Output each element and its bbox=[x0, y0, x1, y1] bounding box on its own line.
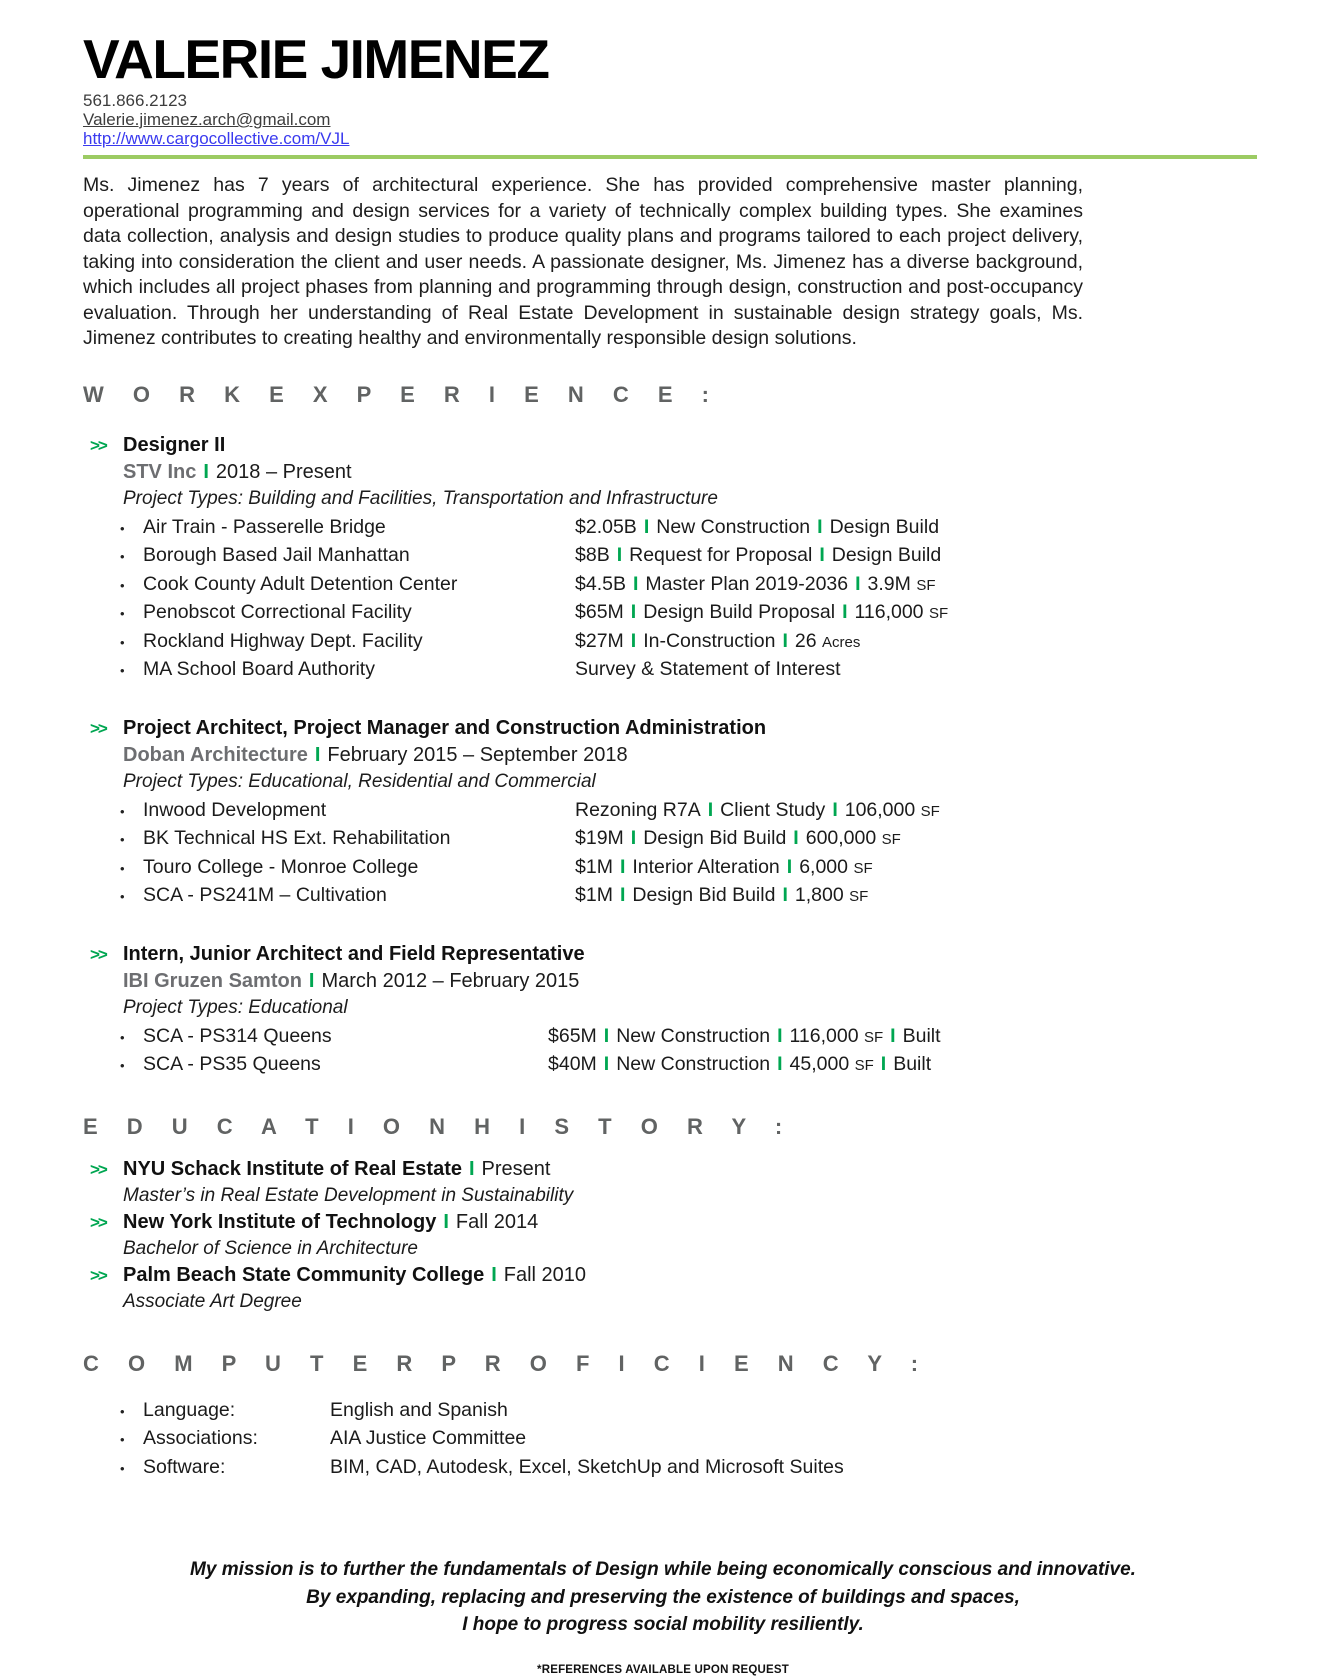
separator: I bbox=[630, 629, 637, 652]
education-header bbox=[83, 1209, 1257, 1236]
work-experience-list bbox=[83, 432, 1257, 1080]
divider-rule bbox=[83, 155, 1257, 159]
separator: I bbox=[855, 572, 861, 595]
mission-line: My mission is to further the fundamentals of Design while being economically conscious and innovative. bbox=[190, 1559, 1136, 1580]
project-row bbox=[113, 599, 1257, 628]
detail-text: 26 bbox=[794, 629, 817, 652]
bullet-icon: • bbox=[120, 577, 125, 593]
job-header bbox=[83, 941, 1257, 968]
company-name: IBI Gruzen Samton bbox=[123, 969, 302, 992]
project-details bbox=[575, 825, 901, 854]
bullet-icon: • bbox=[120, 1403, 125, 1419]
project-types: Project Types: Building and Facilities, Transportation and Infrastructure bbox=[123, 487, 718, 509]
detail-text: Design Build bbox=[831, 544, 942, 566]
bullet-icon: • bbox=[120, 606, 125, 621]
separator: I bbox=[603, 1053, 610, 1075]
detail-text: Interior Alteration bbox=[632, 855, 780, 878]
separator: I bbox=[630, 601, 637, 623]
chevron-icon: >> bbox=[90, 718, 106, 738]
separator: I bbox=[842, 601, 848, 623]
section-title-computer-proficiency: C O M P U T E R P R O F I C I E N C Y : bbox=[83, 1350, 925, 1376]
candidate-name: VALERIE JIMENEZ bbox=[83, 28, 549, 90]
unit-label: SF bbox=[881, 831, 901, 848]
detail-text: In-Construction bbox=[643, 629, 776, 652]
school-name: NYU Schack Institute of Real Estate bbox=[123, 1157, 462, 1180]
bullet-icon: • bbox=[120, 634, 125, 650]
detail-text: Master Plan 2019-2036 bbox=[645, 572, 849, 595]
education-entry bbox=[83, 1209, 1257, 1262]
bullet-icon: • bbox=[120, 1029, 125, 1045]
project-row bbox=[113, 1023, 1257, 1052]
job-entry bbox=[83, 715, 1257, 911]
section-title-work-experience: W O R K E X P E R I E N C E : bbox=[83, 381, 716, 407]
contact-block bbox=[83, 91, 1257, 148]
separator: I bbox=[643, 515, 650, 538]
project-row bbox=[113, 656, 1257, 685]
project-row bbox=[113, 854, 1257, 883]
separator: I bbox=[619, 855, 626, 878]
project-name: SCA - PS35 Queens bbox=[143, 1053, 321, 1075]
unit-label: SF bbox=[928, 605, 949, 622]
detail-text: Survey & Statement of Interest bbox=[575, 658, 841, 680]
project-name: SCA - PS314 Queens bbox=[143, 1024, 332, 1047]
detail-text: 106,000 bbox=[844, 798, 916, 821]
detail-text: $19M bbox=[575, 827, 624, 849]
detail-text: Client Study bbox=[720, 798, 826, 821]
separator: I bbox=[468, 1157, 475, 1180]
separator: I bbox=[616, 544, 623, 566]
chevron-icon: >> bbox=[90, 1212, 106, 1232]
unit-label: SF bbox=[864, 1028, 884, 1046]
section-title-education-history: E D U C A T I O N H I S T O R Y : bbox=[83, 1113, 789, 1139]
job-title: Intern, Junior Architect and Field Representative bbox=[123, 942, 585, 965]
detail-text: 45,000 bbox=[789, 1053, 850, 1075]
project-details bbox=[548, 1023, 941, 1052]
detail-text: Built bbox=[902, 1024, 941, 1047]
proficiency-label: Language: bbox=[143, 1398, 236, 1421]
separator: I bbox=[491, 1263, 497, 1286]
separator: I bbox=[308, 969, 315, 992]
detail-text: $40M bbox=[548, 1053, 597, 1075]
project-name: Borough Based Jail Manhattan bbox=[143, 544, 410, 566]
detail-text: Design Build bbox=[829, 515, 940, 538]
separator: I bbox=[819, 544, 825, 566]
education-date: Fall 2010 bbox=[503, 1263, 587, 1286]
project-rows bbox=[83, 797, 1257, 911]
separator: I bbox=[786, 855, 793, 878]
job-header bbox=[83, 715, 1257, 742]
job-subheader bbox=[123, 459, 1257, 486]
degree-name: Bachelor of Science in Architecture bbox=[123, 1237, 419, 1259]
detail-text: New Construction bbox=[616, 1024, 771, 1047]
detail-text: 3.9M bbox=[867, 572, 911, 595]
proficiency-label: Software: bbox=[143, 1455, 226, 1478]
job-entry bbox=[83, 941, 1257, 1080]
phone-number: 561.866.2123 bbox=[83, 91, 187, 110]
chevron-icon: >> bbox=[90, 1265, 106, 1285]
separator: I bbox=[632, 572, 639, 595]
detail-text: $4.5B bbox=[575, 572, 626, 595]
unit-label: SF bbox=[916, 576, 936, 594]
degree-name: Master’s in Real Estate Development in Sustainability bbox=[123, 1184, 574, 1206]
separator: I bbox=[603, 1024, 610, 1047]
detail-text: Design Bid Build bbox=[643, 827, 787, 849]
references-note: *REFERENCES AVAILABLE UPON REQUEST bbox=[537, 1663, 789, 1676]
bullet-icon: • bbox=[120, 663, 125, 678]
separator: I bbox=[793, 827, 799, 849]
separator: I bbox=[630, 827, 637, 849]
bullet-icon: • bbox=[120, 889, 125, 904]
degree-name: Associate Art Degree bbox=[123, 1290, 302, 1312]
separator: I bbox=[890, 1024, 896, 1047]
detail-text: New Construction bbox=[656, 515, 811, 538]
project-rows bbox=[83, 1023, 1257, 1080]
school-name: Palm Beach State Community College bbox=[123, 1263, 485, 1286]
separator: I bbox=[817, 515, 823, 538]
project-details bbox=[575, 854, 873, 883]
separator: I bbox=[880, 1053, 887, 1075]
detail-text: Design Build Proposal bbox=[643, 601, 836, 623]
bullet-icon: • bbox=[120, 549, 125, 564]
detail-text: 116,000 bbox=[854, 601, 924, 623]
detail-text: $65M bbox=[548, 1024, 597, 1047]
detail-text: $1M bbox=[575, 855, 613, 878]
unit-label: SF bbox=[853, 859, 873, 877]
project-row bbox=[113, 1051, 1257, 1080]
project-details bbox=[575, 599, 948, 628]
project-rows bbox=[83, 514, 1257, 685]
project-row bbox=[113, 628, 1257, 657]
bullet-icon: • bbox=[120, 1460, 125, 1476]
project-details bbox=[575, 628, 860, 657]
proficiency-label: Associations: bbox=[143, 1427, 258, 1449]
job-dates: 2018 – Present bbox=[215, 460, 352, 483]
job-subheader bbox=[123, 968, 1257, 995]
separator: I bbox=[782, 629, 788, 652]
project-name: Cook County Adult Detention Center bbox=[143, 572, 458, 595]
separator: I bbox=[707, 798, 714, 821]
project-row bbox=[113, 514, 1257, 543]
education-entry bbox=[83, 1156, 1257, 1209]
bullet-icon: • bbox=[120, 832, 125, 847]
unit-label: SF bbox=[920, 802, 940, 820]
bullet-icon: • bbox=[120, 1432, 125, 1447]
project-name: Inwood Development bbox=[143, 798, 327, 821]
chevron-icon: >> bbox=[90, 435, 106, 455]
project-row bbox=[113, 571, 1257, 600]
education-header bbox=[83, 1262, 1257, 1289]
detail-text: 600,000 bbox=[805, 827, 877, 849]
project-row bbox=[113, 542, 1257, 571]
detail-text: 6,000 bbox=[799, 855, 849, 878]
education-header bbox=[83, 1156, 1257, 1183]
separator: I bbox=[619, 884, 626, 906]
proficiency-row bbox=[113, 1454, 1257, 1483]
bullet-icon: • bbox=[120, 520, 125, 536]
project-name: Penobscot Correctional Facility bbox=[143, 601, 412, 623]
detail-text: Rezoning R7A bbox=[575, 798, 701, 821]
computer-proficiency-list bbox=[83, 1397, 1257, 1483]
company-name: STV Inc bbox=[123, 460, 197, 483]
bullet-icon: • bbox=[120, 803, 125, 819]
unit-label: Acres bbox=[821, 633, 861, 651]
job-subheader bbox=[123, 742, 1257, 769]
job-dates: March 2012 – February 2015 bbox=[321, 969, 580, 992]
job-title: Project Architect, Project Manager and Construction Administration bbox=[123, 716, 767, 739]
email-link[interactable]: Valerie.jimenez.arch@gmail.com bbox=[83, 110, 331, 129]
job-header bbox=[83, 432, 1257, 459]
detail-text: Built bbox=[893, 1053, 932, 1075]
mission-line: By expanding, replacing and preserving the existence of buildings and spaces, bbox=[306, 1586, 1020, 1608]
detail-text: $2.05B bbox=[575, 515, 637, 538]
project-details bbox=[575, 656, 841, 684]
detail-text: $65M bbox=[575, 601, 624, 623]
project-details bbox=[575, 514, 939, 542]
detail-text: New Construction bbox=[616, 1053, 771, 1075]
proficiency-row bbox=[113, 1397, 1257, 1426]
proficiency-value: English and Spanish bbox=[330, 1398, 508, 1421]
job-dates: February 2015 – September 2018 bbox=[327, 743, 628, 766]
project-name: MA School Board Authority bbox=[143, 658, 375, 680]
separator: I bbox=[314, 743, 321, 766]
education-entry bbox=[83, 1262, 1257, 1315]
mission-statement bbox=[83, 1556, 1243, 1639]
project-name: Touro College - Monroe College bbox=[143, 855, 419, 878]
project-details bbox=[575, 542, 941, 570]
website-link[interactable]: http://www.cargocollective.com/VJL bbox=[83, 129, 350, 148]
project-details bbox=[575, 571, 935, 600]
education-date: Present bbox=[481, 1157, 551, 1180]
separator: I bbox=[832, 798, 838, 821]
job-title: Designer II bbox=[123, 433, 226, 456]
mission-line: I hope to progress social mobility resiliently. bbox=[462, 1614, 864, 1635]
detail-text: $27M bbox=[575, 629, 624, 652]
proficiency-value: BIM, CAD, Autodesk, Excel, SketchUp and Microsoft Suites bbox=[330, 1455, 844, 1478]
unit-label: SF bbox=[849, 888, 869, 905]
detail-text: Design Bid Build bbox=[632, 884, 776, 906]
separator: I bbox=[782, 884, 788, 906]
school-name: New York Institute of Technology bbox=[123, 1210, 437, 1233]
project-name: Rockland Highway Dept. Facility bbox=[143, 629, 423, 652]
project-row bbox=[113, 825, 1257, 854]
detail-text: 116,000 bbox=[789, 1024, 859, 1047]
separator: I bbox=[203, 460, 209, 483]
separator: I bbox=[443, 1210, 449, 1233]
project-name: Air Train - Passerelle Bridge bbox=[143, 515, 386, 538]
company-name: Doban Architecture bbox=[123, 743, 308, 766]
project-name: BK Technical HS Ext. Rehabilitation bbox=[143, 827, 451, 849]
detail-text: 1,800 bbox=[794, 884, 844, 906]
education-list bbox=[83, 1156, 1257, 1315]
proficiency-value: AIA Justice Committee bbox=[330, 1427, 527, 1449]
proficiency-row bbox=[113, 1425, 1257, 1454]
project-name: SCA - PS241M – Cultivation bbox=[143, 884, 387, 906]
bullet-icon: • bbox=[120, 860, 125, 876]
summary-paragraph: Ms. Jimenez has 7 years of architectural experience. She has provided comprehensive master planning, operational programming and design services for a variety of technically complex building types. She examines data collection, analysis and design studies to produce quality plans and programs tailored to each project delivery, taking into consideration the client and user needs. A passionate designer, Ms. Jimenez has a diverse background, which includes all project phases from planning and programming through design, construction and post-occupancy evaluation. Through her understanding of Real Estate Development in sustainable design strategy goals, Ms. Jimenez contributes to creating healthy and environmentally responsible design solutions. bbox=[83, 174, 1083, 349]
unit-label: SF bbox=[854, 1057, 874, 1074]
project-details bbox=[575, 797, 940, 826]
education-date: Fall 2014 bbox=[455, 1210, 539, 1233]
project-types: Project Types: Educational, Residential and Commercial bbox=[123, 770, 596, 792]
separator: I bbox=[777, 1024, 783, 1047]
project-details bbox=[548, 1051, 931, 1080]
project-details bbox=[575, 882, 868, 911]
project-row bbox=[113, 797, 1257, 826]
job-entry bbox=[83, 432, 1257, 685]
detail-text: $1M bbox=[575, 884, 613, 906]
chevron-icon: >> bbox=[90, 1159, 106, 1179]
chevron-icon: >> bbox=[90, 944, 106, 964]
detail-text: $8B bbox=[575, 544, 610, 566]
separator: I bbox=[777, 1053, 783, 1075]
detail-text: Request for Proposal bbox=[629, 544, 813, 566]
project-row bbox=[113, 882, 1257, 911]
project-types: Project Types: Educational bbox=[123, 996, 348, 1018]
bullet-icon: • bbox=[120, 1058, 125, 1073]
